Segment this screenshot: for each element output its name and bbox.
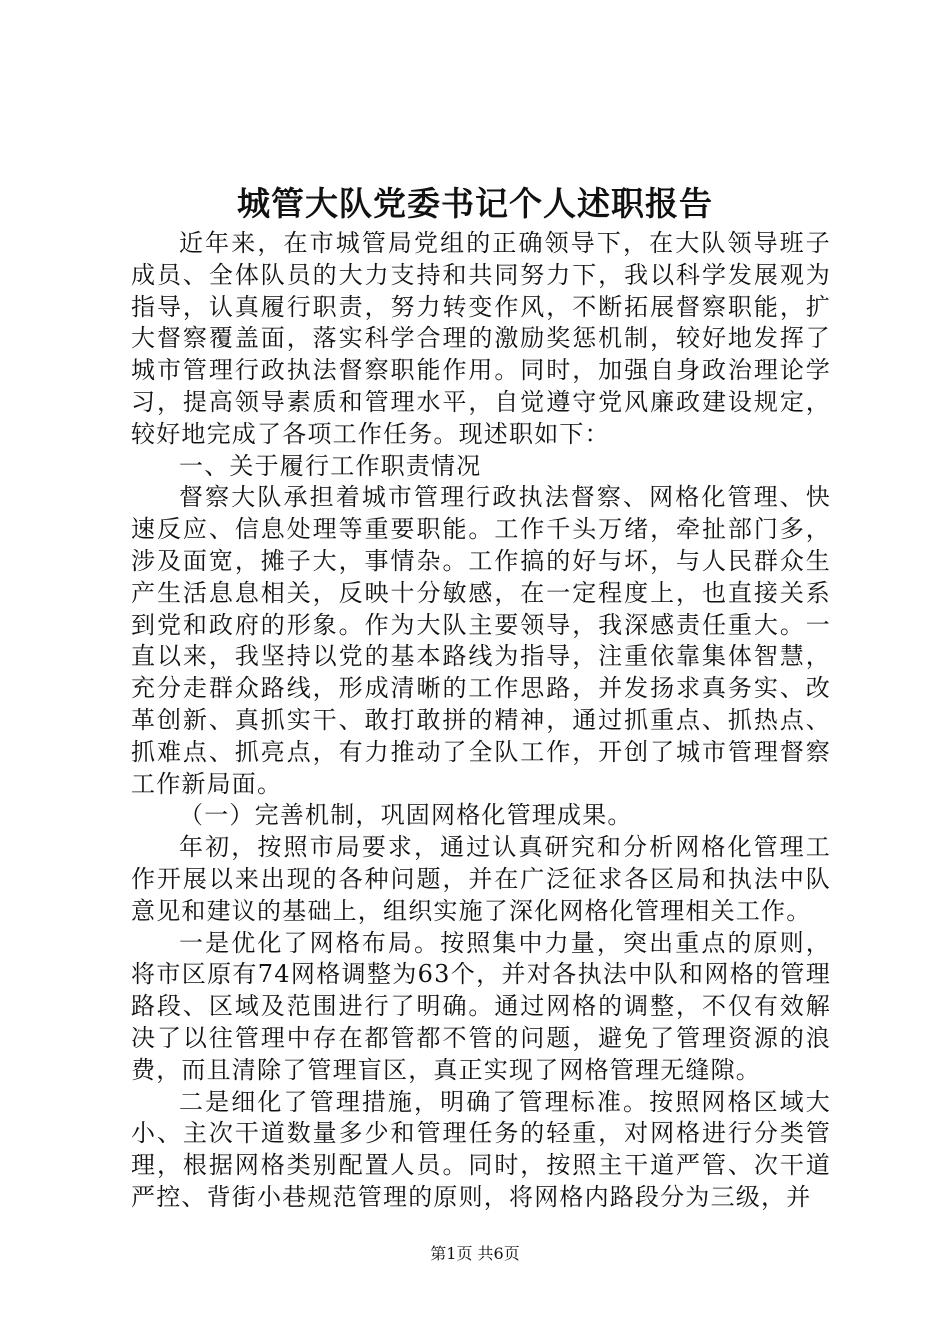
section-heading-1: 一、关于履行工作职责情况: [179, 451, 482, 480]
paragraph-management-measures: 二是细化了管理措施，明确了管理标准。按照网格区域大小、主次干道数量多少和管理任务的轻重，对网格进行分类管理，根据网格类别配置人员。同时，按照主干道严管、次干道严控、背街小巷规范管理的原则，将网格内路段分为三级，并: [131, 1087, 831, 1211]
paragraph-year-start: 年初，按照市局要求，通过认真研究和分析网格化管理工作开展以来出现的各种问题，并在广泛征求各区局和执法中队意见和建议的基础上，组织实施了深化网格化管理相关工作。: [131, 833, 831, 925]
document-body: [131, 228, 831, 1214]
document-title: 城管大队党委书记个人述职报告: [237, 184, 713, 223]
paragraph-duties: 督察大队承担着城市管理行政执法督察、网格化管理、快速反应、信息处理等重要职能。工作千头万绪，牵扯部门多，涉及面宽，摊子大，事情杂。工作搞的好与坏，与人民群众生产生活息息相关，反映十分敏感，在一定程度上，也直接关系到党和政府的形象。作为大队主要领导，我深感责任重大。一直以来，我坚持以党的基本路线为指导，注重依靠集体智慧，充分走群众路线，形成清晰的工作思路，并发扬求真务实、改革创新、真抓实干、敢打敢拼的精神，通过抓重点、抓热点、抓难点、抓亮点，有力推动了全队工作，开创了城市管理督察工作新局面。: [131, 483, 831, 798]
subsection-heading-1: （一）完善机制，巩固网格化管理成果。: [179, 801, 633, 830]
paragraph-intro: 近年来，在市城管局党组的正确领导下，在大队领导班子成员、全体队员的大力支持和共同努力下，我以科学发展观为指导，认真履行职责，努力转变作风，不断拓展督察职能，扩大督察覆盖面，落实科学合理的激励奖惩机制，较好地发挥了城市管理行政执法督察职能作用。同时，加强自身政治理论学习，提高领导素质和管理水平，自觉遵守党风廉政建设规定，较好地完成了各项工作任务。现述职如下：: [131, 229, 831, 448]
page-footer: 第1页 共6页: [430, 1244, 520, 1263]
paragraph-grid-layout: 一是优化了网格布局。按照集中力量，突出重点的原则，将市区原有74网格调整为63个，并对各执法中队和网格的管理路段、区域及范围进行了明确。通过网格的调整，不仅有效解决了以往管理中存在都管都不管的问题，避免了管理资源的浪费，而且清除了管理盲区，真正实现了网格管理无缝隙。: [131, 928, 831, 1084]
